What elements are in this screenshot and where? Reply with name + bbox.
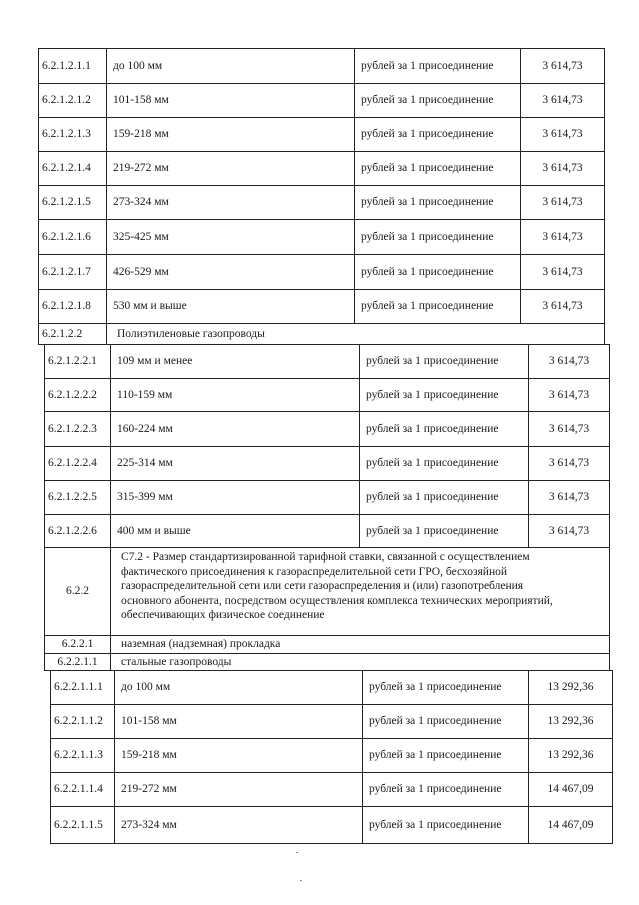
row-price: 13 292,36 <box>547 715 594 727</box>
row-unit: рублей за 1 присоединение <box>366 422 499 435</box>
row-price: 3 614,73 <box>542 94 583 106</box>
row-diameter: 160-224 мм <box>117 422 173 435</box>
section-title: наземная (надземная) прокладка <box>121 638 281 650</box>
row-code: 6.2.1.2.2.2 <box>48 388 97 401</box>
row-diameter: 219-272 мм <box>113 162 169 174</box>
row-price: 3 614,73 <box>542 300 583 312</box>
row-code: 6.2.1.2.2.4 <box>48 457 97 469</box>
row-unit: рублей за 1 присоединение <box>369 783 502 795</box>
row-unit: рублей за 1 присоединение <box>366 524 499 537</box>
row-code: 6.2.2.1.1.2 <box>54 715 103 727</box>
row-price: 3 614,73 <box>542 59 583 72</box>
row-price: 3 614,73 <box>542 230 583 243</box>
row-diameter: 530 мм и выше <box>113 300 187 312</box>
row-code: 6.2.1.2.1.4 <box>42 162 91 174</box>
section-title: стальные газопроводы <box>121 655 232 668</box>
tariff-table-block-2 <box>44 344 610 548</box>
row-diameter: 101-158 мм <box>113 94 169 106</box>
description-line: основного абонента, посредством осуществления комплекса технических мероприятий, <box>121 594 553 607</box>
section-header-6-2-2-1-1 <box>44 653 610 671</box>
tariff-table-block-1 <box>38 48 605 324</box>
section-title: Полиэтиленовые газопроводы <box>117 327 265 340</box>
scan-speck <box>296 852 298 853</box>
row-unit: рублей за 1 присоединение <box>369 749 502 761</box>
row-code: 6.2.1.2.1.5 <box>42 196 91 208</box>
row-diameter: 400 мм и выше <box>117 524 191 537</box>
row-code: 6.2.1.2.2.3 <box>48 422 97 435</box>
scan-speck <box>300 880 302 881</box>
tariff-table-block-3 <box>50 670 613 844</box>
row-price: 3 614,73 <box>548 457 590 469</box>
row-diameter: 325-425 мм <box>113 230 169 243</box>
row-unit: рублей за 1 присоединение <box>361 300 494 312</box>
row-diameter: 225-314 мм <box>117 457 173 469</box>
row-price: 3 614,73 <box>542 162 583 174</box>
row-code: 6.2.2.1.1.4 <box>54 783 103 795</box>
row-code: 6.2.1.2.1.3 <box>42 128 91 140</box>
section-description <box>111 548 609 635</box>
row-unit: рублей за 1 присоединение <box>366 457 499 469</box>
row-price: 14 467,09 <box>547 783 594 795</box>
row-unit: рублей за 1 присоединение <box>361 230 494 243</box>
row-unit: рублей за 1 присоединение <box>366 388 499 401</box>
row-diameter: 219-272 мм <box>121 783 177 795</box>
row-code: 6.2.1.2.2.5 <box>48 491 97 503</box>
row-price: 13 292,36 <box>547 749 594 761</box>
row-unit: рублей за 1 присоединение <box>361 196 494 208</box>
description-line: С7.2 - Размер стандартизированной тарифной ставки, связанной с осуществлением <box>121 551 530 563</box>
row-unit: рублей за 1 присоединение <box>366 491 499 503</box>
row-price: 3 614,73 <box>542 196 583 208</box>
row-unit: рублей за 1 присоединение <box>369 715 502 727</box>
row-diameter: 159-218 мм <box>113 128 169 140</box>
row-unit: рублей за 1 присоединение <box>361 265 494 278</box>
row-diameter: до 100 мм <box>113 59 163 72</box>
row-code: 6.2.1.2.1.7 <box>42 265 91 278</box>
row-price: 3 614,73 <box>548 491 590 503</box>
row-code: 6.2.1.2.2.6 <box>48 524 97 537</box>
row-price: 3 614,73 <box>548 422 590 435</box>
section-header-polyethylene <box>38 323 605 345</box>
section-header-6-2-2 <box>44 547 610 636</box>
row-code: 6.2.2.1.1.3 <box>54 749 103 761</box>
row-unit: рублей за 1 присоединение <box>361 59 494 72</box>
row-code: 6.2.2.1.1.5 <box>54 818 103 831</box>
row-code: 6.2.1.2.1.6 <box>42 230 91 243</box>
row-unit: рублей за 1 присоединение <box>361 162 494 174</box>
row-unit: рублей за 1 присоединение <box>361 128 494 140</box>
row-diameter: до 100 мм <box>121 681 171 693</box>
row-price: 3 614,73 <box>548 388 590 401</box>
row-unit: рублей за 1 присоединение <box>366 355 499 367</box>
row-code: 6.2.1.2.1.8 <box>42 300 91 312</box>
row-diameter: 273-324 мм <box>113 196 169 208</box>
row-diameter: 159-218 мм <box>121 749 177 761</box>
row-unit: рублей за 1 присоединение <box>361 94 494 106</box>
row-diameter: 109 мм и менее <box>117 355 193 367</box>
row-diameter: 101-158 мм <box>121 715 177 727</box>
description-line: обеспечивающих физическое соединение <box>121 609 325 622</box>
row-unit: рублей за 1 присоединение <box>369 681 502 693</box>
row-code: 6.2.2.1.1.1 <box>54 681 103 693</box>
row-code: 6.2.1.2.1.1 <box>42 59 91 72</box>
description-line: газораспределительной сети или сети газораспределения и (или) газопотребления <box>121 580 524 593</box>
row-code: 6.2.1.2.1.2 <box>42 94 91 106</box>
row-diameter: 315-399 мм <box>117 491 173 503</box>
section-code: 6.2.1.2.2 <box>42 327 83 340</box>
description-line: фактического присоединения к газораспределительной сети ГРО, бесхозяйной <box>121 565 508 578</box>
section-header-6-2-2-1 <box>44 635 610 654</box>
row-code: 6.2.1.2.2.1 <box>48 355 97 367</box>
row-diameter: 273-324 мм <box>121 818 177 831</box>
row-diameter: 426-529 мм <box>113 265 169 278</box>
row-price: 3 614,73 <box>548 524 590 537</box>
row-unit: рублей за 1 присоединение <box>369 818 502 831</box>
row-price: 14 467,09 <box>547 818 594 831</box>
row-diameter: 110-159 мм <box>117 388 173 401</box>
section-code: 6.2.2.1 <box>61 638 94 650</box>
section-code: 6.2.2.1.1 <box>57 655 98 668</box>
row-price: 13 292,36 <box>547 681 594 693</box>
row-price: 3 614,73 <box>548 355 590 367</box>
row-price: 3 614,73 <box>542 265 583 278</box>
row-price: 3 614,73 <box>542 128 583 140</box>
section-code: 6.2.2 <box>66 585 89 597</box>
